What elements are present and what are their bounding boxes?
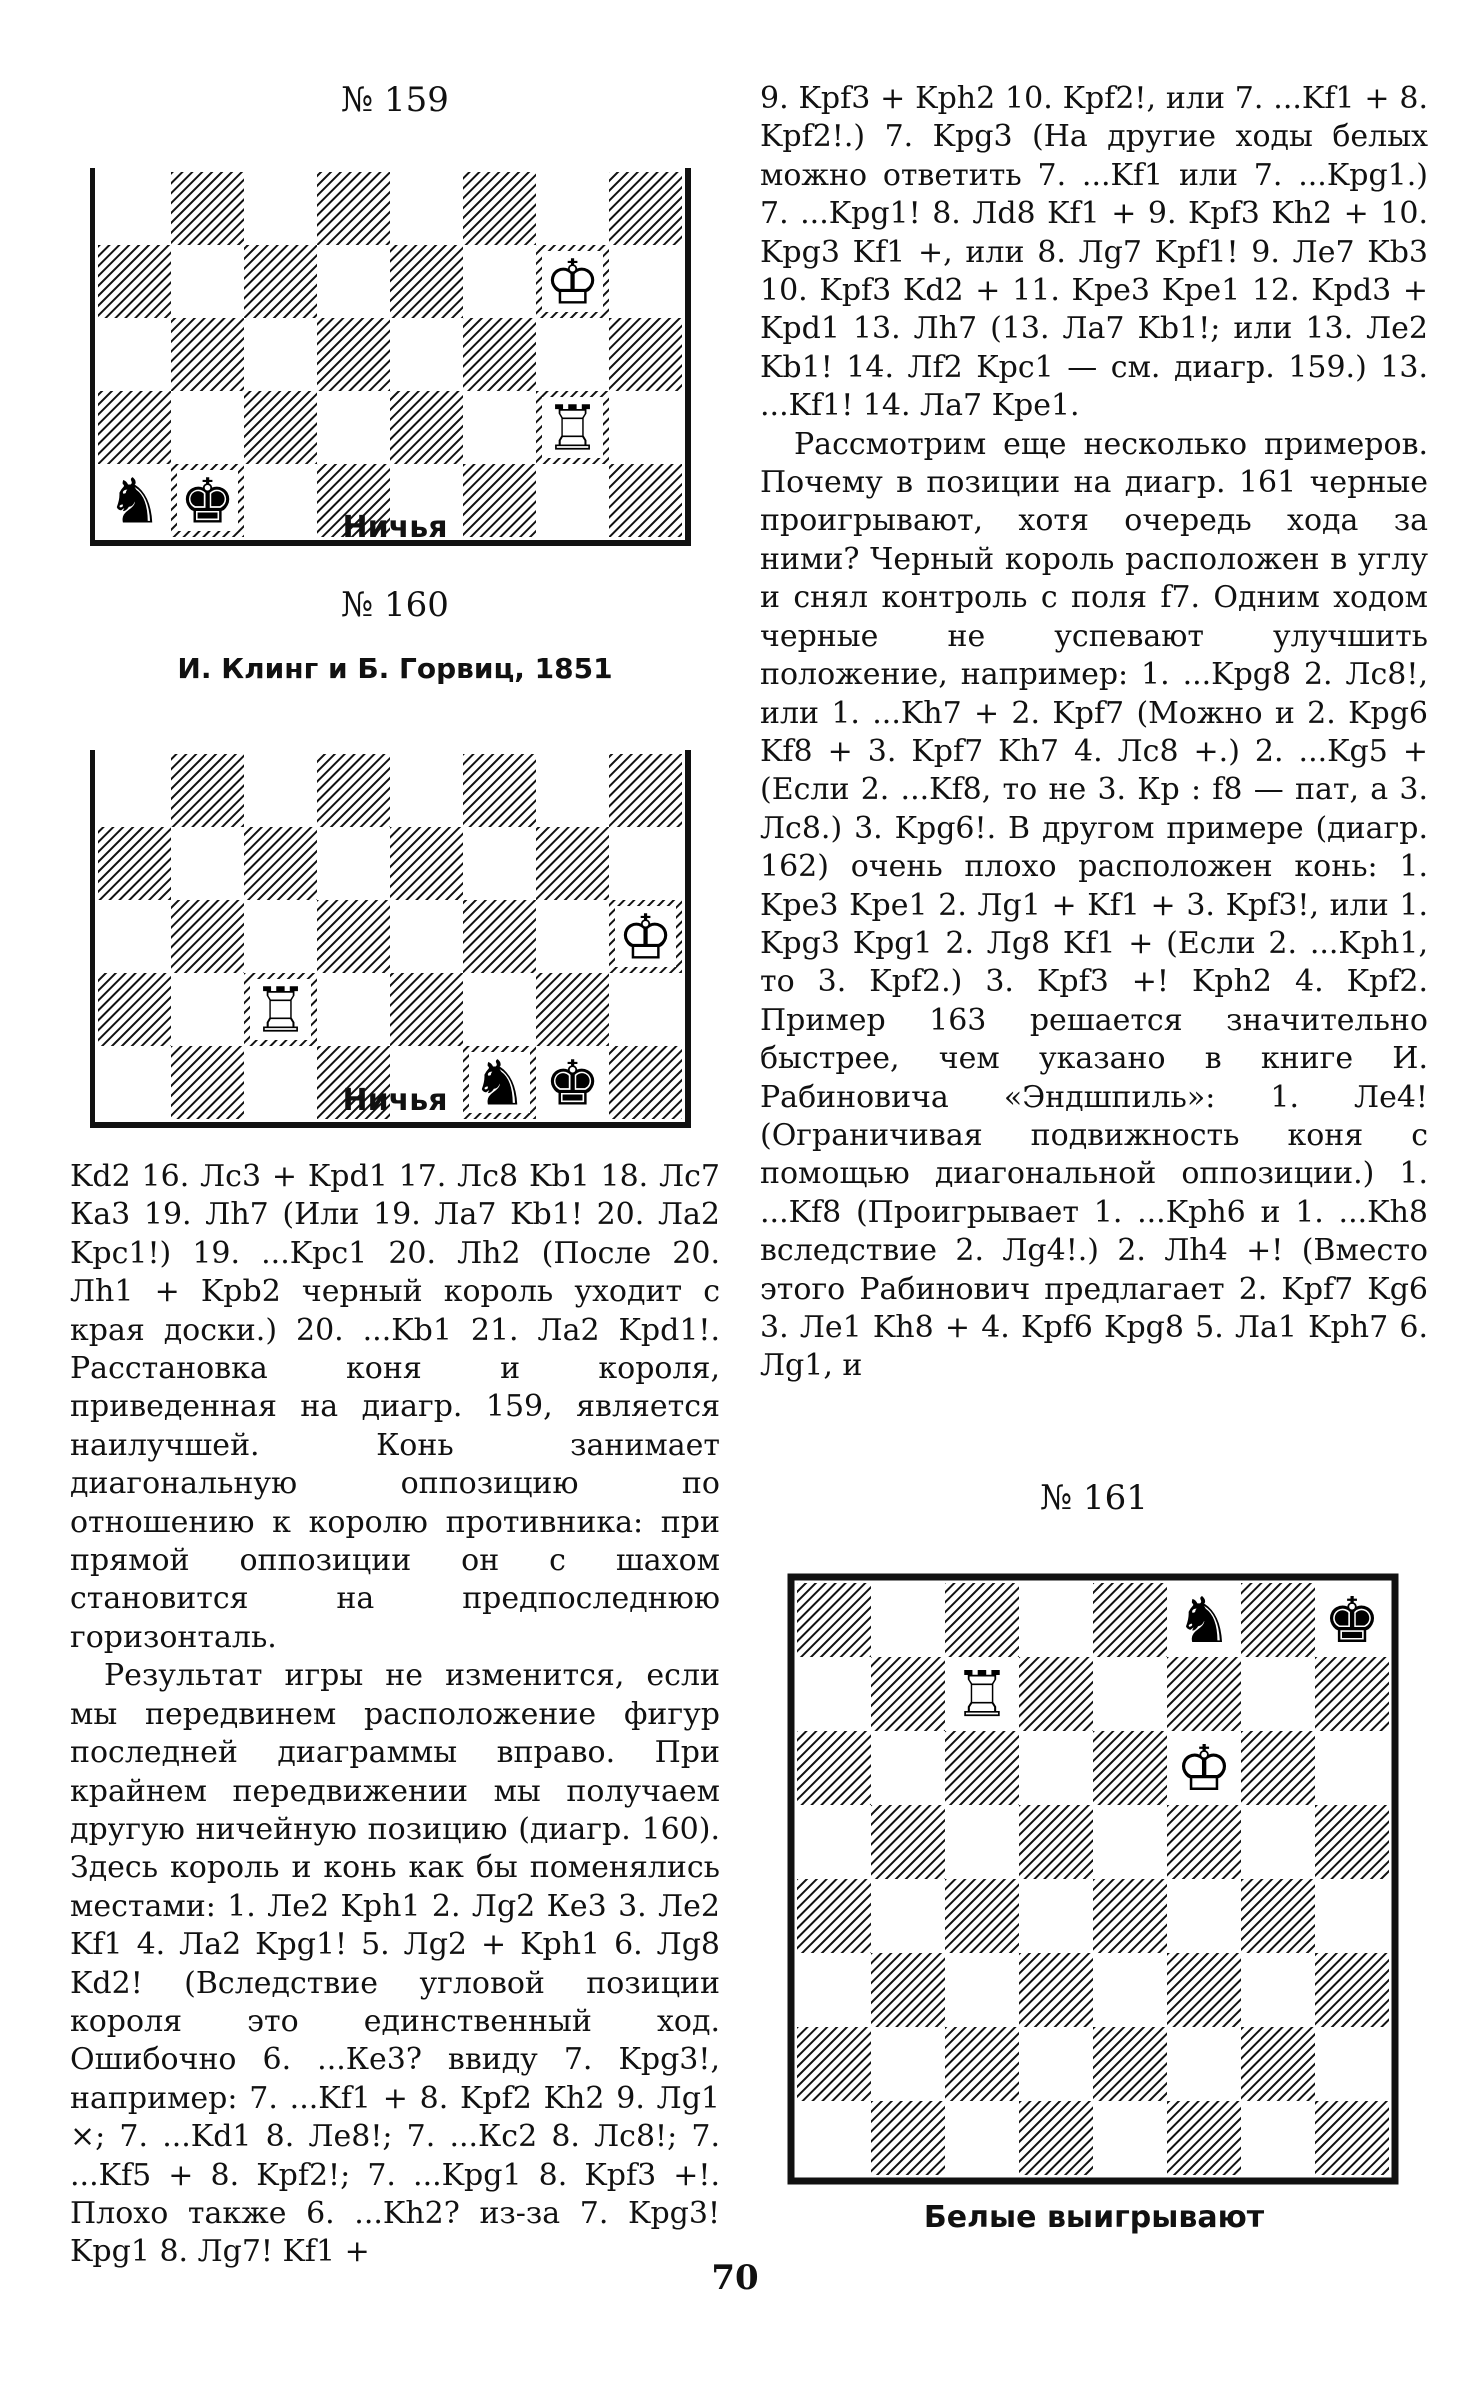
dark-square [317,900,390,973]
dark-square [1167,2101,1241,2175]
dark-square [1315,1657,1389,1731]
dark-square [98,827,171,900]
diagram-160-board [90,740,746,1140]
dark-square [609,172,682,245]
dark-square [609,318,682,391]
dark-square [945,2027,1019,2101]
diagram-160-title: № 160 [341,585,449,625]
diagram-160-subtitle: И. Клинг и Б. Горвиц, 1851 [177,652,613,685]
dark-square [871,2101,945,2175]
white-rook-piece: ♖ [953,1658,1011,1732]
dark-square [609,754,682,827]
dark-square [871,1657,945,1731]
dark-square [1167,1805,1241,1879]
diagram-159-svg [90,164,746,559]
dark-square [1019,2101,1093,2175]
black-king-piece: ♚ [1323,1584,1381,1658]
dark-square [463,900,536,973]
diagram-159-title: № 159 [341,80,449,120]
dark-square [871,1953,945,2027]
dark-square [1093,1879,1167,1953]
white-king-piece: ♔ [1175,1732,1233,1806]
dark-square [463,172,536,245]
dark-square [463,318,536,391]
dark-square [1241,1731,1315,1805]
dark-square [1167,1953,1241,2027]
dark-square [1241,1583,1315,1657]
dark-square [390,827,463,900]
right-text-block [760,80,1428,1386]
diagram-161-caption: Белые выигрывают [923,2200,1265,2235]
dark-square [871,1805,945,1879]
dark-square [390,973,463,1046]
dark-square [1315,2101,1389,2175]
dark-square [945,1731,1019,1805]
dark-square [171,172,244,245]
dark-square [317,754,390,827]
diagram-160-svg [90,740,746,1140]
dark-square [797,2027,871,2101]
white-rook-piece: ♖ [252,973,309,1047]
white-king-piece: ♔ [544,245,601,319]
dark-square [1315,1953,1389,2027]
white-king-piece: ♔ [617,900,674,974]
dark-square [1093,1731,1167,1805]
dark-square [244,391,317,464]
dark-square [945,1583,1019,1657]
dark-square [317,318,390,391]
diagram-160-caption: Ничья [342,1083,448,1118]
paragraph-left-2: Результат игры не изменится, если мы передвинем расположение фигур последней диаграммы вправо. При крайнем передвижении мы получаем другую ничейную позицию (диагр. 160). Здесь король и конь как бы поменялись местами: 1. Ле2 Kph1 2. Лg2 Ке3 3. Ле2 Kf1 4. Ла2 Kpg1! 5. Лg2 + Kph1 6. Лg8 Kd2! (Вследствие угловой позиции короля это единственный ход. Ошибочно 6. ...Ке3? ввиду 7. Kpg3!, например: 7. ...Kf1 + 8. Kpf2 Kh2 9. Лg1 ×; 7. ...Kd1 8. Ле8!; 7. ...Кс2 8. Лс8!; 7. ...Kf5 + 8. Kpf2!; 7. ...Kpg1 8. Kpf3 +!. Плохо также 6. ...Kh2? из-за 7. Kpg3! Kpg1 8. Лg7! Kf1 + [70,1658,720,2270]
dark-square [171,900,244,973]
dark-square [171,754,244,827]
black-knight-piece: ♞ [471,1046,528,1120]
diagram-161-svg [776,1562,1410,2196]
dark-square [390,245,463,318]
diagram-159-caption: Ничья [342,510,448,545]
dark-square [1093,1583,1167,1657]
dark-square [171,318,244,391]
black-knight-piece: ♞ [1175,1584,1233,1658]
dark-square [797,1731,871,1805]
dark-square [244,245,317,318]
dark-square [244,827,317,900]
black-king-piece: ♚ [544,1046,601,1120]
left-text-block [70,1158,720,2272]
dark-square [1241,2027,1315,2101]
dark-square [536,827,609,900]
dark-square [1019,1657,1093,1731]
dark-square [1167,1657,1241,1731]
dark-square [797,1583,871,1657]
dark-square [1241,1879,1315,1953]
black-king-piece: ♚ [179,464,236,538]
white-rook-piece: ♖ [544,391,601,465]
dark-square [390,391,463,464]
page-number: 70 [711,2258,759,2298]
dark-square [1093,2027,1167,2101]
dark-square [98,973,171,1046]
dark-square [945,1879,1019,1953]
dark-square [98,391,171,464]
dark-square [797,1879,871,1953]
paragraph-right-1: 9. Kpf3 + Kph2 10. Kpf2!, или 7. ...Kf1 + 8. Kpf2!.) 7. Kpg3 (На другие ходы белых можно ответить 7. ...Kf1 или 7. ...Kpg1.) 7. ...Kpg1! 8. Лd8 Kf1 + 9. Kpf3 Kh2 + 10. Kpg3 Kf1 +, или 8. Лg7 Kpf1! 9. Ле7 Kb3 10. Kpf3 Kd2 + 11. Kpe3 Kpe1 12. Kpd3 + Kpd1 13. Лh7 (13. Ла7 Kb1!; или 13. Ле2 Kb1! 14. Лf2 Kpc1 — см. диагр. 159.) 13. ...Kf1! 14. Ла7 Kpe1. [760,81,1428,424]
paragraph-right-2: Рассмотрим еще несколько примеров. Почему в позиции на диагр. 161 черные проигрывают, хотя очередь хода за ними? Черный король расположен в углу и снял контроль с поля f7. Одним ходом черные не успевают улучшить положение, например: 1. ...Kpg8 2. Лс8!, или 1. ...Kh7 + 2. Kpf7 (Можно и 2. Kpg6 Kf8 + 3. Kpf7 Kh7 4. Лс8 +.) 2. ...Kg5 + (Если 2. ...Kf8, то не 3. Кр : f8 — пат, а 3. Лс8.) 3. Kpg6!. В другом примере (диагр. 162) очень плохо расположен конь: 1. Kpe3 Kpe1 2. Лg1 + Kf1 + 3. Kpf3!, или 1. Kpg3 Kpg1 2. Лg8 Kf1 + (Если 2. ...Kph1, то 3. Kpf2.) 3. Kpf3 +! Kph2 4. Kpf2. Пример 163 решается значительно быстрее, чем указано в книге И. Рабиновича «Эндшпиль»: 1. Ле4! (Ограничивая подвижность коня с помощью диагональной оппозиции.) 1. ...Kf8 (Проигрывает 1. ...Kph6 и 1. ...Kh8 вследствие 2. Лg4!.) 2. Лh4 +! (Вместо этого Рабинович предлагает 2. Kpf7 Kg6 3. Ле1 Kh8 + 4. Kpf6 Kpg8 5. Ла1 Kph7 6. Лg1, и [760,426,1428,1384]
dark-square [536,973,609,1046]
dark-square [98,245,171,318]
black-knight-piece: ♞ [106,464,163,538]
dark-square [463,754,536,827]
dark-square [1019,1805,1093,1879]
paragraph-left-1: Kd2 16. Лс3 + Kpd1 17. Лс8 Kb1 18. Лс7 Ка3 19. Лh7 (Или 19. Ла7 Kb1! 20. Ла2 Kpc1!) 19. ...Kpc1 20. Лh2 (После 20. Лh1 + Kpb2 черный король уходит с края доски.) 20. ...Kb1 21. Ла2 Kpd1!. Расстановка коня и короля, приведенная на диагр. 159, является наилучшей. Конь занимает диагональную оппозицию по отношению к королю противника: при прямой оппозиции он с шахом становится на предпоследнюю горизонталь. [70,1159,720,1655]
dark-square [317,172,390,245]
dark-square [1315,1805,1389,1879]
dark-square [1019,1953,1093,2027]
diagram-159-board [90,164,746,559]
diagram-161-title: № 161 [1040,1478,1148,1518]
diagram-161-board [776,1562,1410,2196]
